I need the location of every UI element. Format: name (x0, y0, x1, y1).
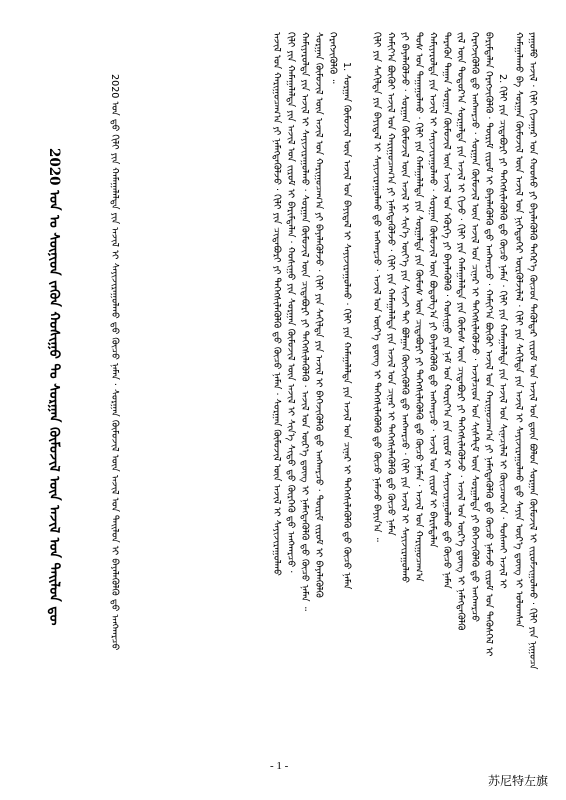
page-number: - 1 - (270, 760, 289, 772)
footer-organization-label: 苏尼特左旗 (488, 774, 549, 788)
text-column: ᠰᠤᠷᠭᠠᠨ ᠬᠦᠮᠦᠵᠢᠯ ᠦᠨ ᠠᠵᠢᠯ ᠤᠨ ᠬᠠᠷᠢᠭᠤᠴᠠᠭ᠎ᠠ ᠶᠢ ᠪᠡᠶᠡᠯᠡᠭᠦᠯᠵᠦ · ᠬᠢᠯᠢ ᠶᠢᠨ ᠰᠠᠬᠢᠯᠲᠠ ᠶᠢᠨ ᠠᠵᠢᠯ ᠢ ᠪᠡᠬᠡᠵᠢᠭᠦᠯᠬᠦ ᠳ᠋ᠦ ᠠᠩᠬᠠᠷᠴᠤ · ᠳᠦᠷᠢᠮ ᠵᠢᠷᠤᠮ ᠢ ᠪᠡᠶᠡᠯᠡᠭᠦᠯᠬᠦ (313, 32, 324, 598)
document-title: 2020 ᠤᠨ ᠤ ᠰᠦᠨᠢᠳ ᠵᠡᠭᠦᠨ ᠬᠣᠰᠢᠭᠤ ᠲᠤ ᠰᠤᠷᠭᠠᠨ ᠬᠦᠮᠦᠵᠢᠯ ᠦᠨ ᠠᠵᠢᠯ ᠤᠨ ᠲᠡᠢᠯᠦᠨ ᠳᠦ (46, 148, 62, 626)
text-column: 1. ᠰᠤᠷᠭᠠᠨ ᠬᠦᠮᠦᠵᠢᠯ ᠦᠨ ᠠᠵᠢᠯ ᠤᠨ ᠪᠠᠶᠢᠳᠠᠯ ᠢ ᠰᠠᠶᠢᠵᠢᠷᠠᠭᠤᠯᠬᠤ · ᠬᠢᠯᠢ ᠶᠢᠨ ᠬᠠᠮᠠᠭᠠᠯᠠᠯᠲᠠ ᠶᠢᠨ ᠠᠵᠢᠯ ᠤᠨ ᠴᠢᠨᠠᠷ ᠢ ᠳᠡᠭᠡᠭᠰᠢᠯᠡᠭᠦᠯᠬᠦ ᠳ᠋ᠦ ᠬᠦᠴᠦ ᠨᠡᠮᠡᠨ (341, 62, 352, 590)
text-column: ᠬᠠᠮᠠᠭᠠᠯᠠᠬᠤ ᠪᠠ ᠰᠤᠷᠭᠠᠨ ᠬᠦᠮᠦᠵᠢᠯ ᠦᠨ ᠠᠵᠢᠯ ᠤᠨ ᠨᠢᠭᠡᠳᠦᠭᠡᠷ ᠦᠷᠭᠦᠯᠵᠢᠯᠡᠯ · ᠬᠢᠯᠢ ᠶᠢᠨ ᠰᠠᠬᠢᠯᠲᠠ ᠶᠢᠨ ᠠᠵᠢᠯ ᠢ ᠰᠠᠶᠢᠵᠢᠷᠠᠭᠤᠯᠬᠤ ᠳ᠋ᠤ ᠰᠠᠶᠢᠨ ᠦᠷ᠎ᠡ ᠳ᠋ᠦᠩ ᠢ ᠣᠯᠤᠭᠰᠠᠨ (513, 32, 524, 628)
text-column: ᠲᠤᠰ ᠤᠨ ᠳᠠᠭᠠᠭᠤᠯᠬᠤ · ᠬᠢᠯᠢ ᠶᠢᠨ ᠬᠠᠮᠠᠭᠠᠯᠠᠯᠲᠠ ᠶᠢᠨ ᠰᠤᠷᠭᠠᠯᠲᠠ ᠶᠢᠨ ᠬᠦᠮᠦᠰ ᠦᠨ ᠴᠢᠳᠠᠪᠤᠷᠢ ᠶᠢ ᠳᠡᠭᠡᠭᠰᠢᠯᠡᠭᠦᠯᠬᠦ ᠳ᠋ᠦ ᠬᠦᠴᠦ ᠨᠡᠮᠡᠨ · ᠠᠵᠢᠯ ᠤᠨ ᠬᠠᠷᠢᠭᠤᠴᠠᠭ᠎ᠠ (413, 32, 424, 582)
text-column: ᠬᠡᠷᠡᠭᠵᠢᠭᠦᠯᠬᠦ ᠃ (327, 32, 338, 84)
text-column: ᠶᠢ ᠪᠡᠶᠡᠯᠡᠭᠦᠯᠵᠦ · ᠰᠤᠷᠭᠠᠨ ᠬᠦᠮᠦᠵᠢᠯ ᠦᠨ ᠠᠵᠢᠯ ᠢ ᠰᠢᠨ᠎ᠡ ᠦᠶ᠎ᠡ ᠶᠢᠨ ᠰᠢᠨᠵᠢ ᠲᠠᠢ ᠪᠣᠯᠭᠠᠨ ᠬᠦᠭᠵᠢᠭᠦᠯᠬᠦ ᠳ᠋ᠦ ᠠᠩᠬᠠᠷᠴᠤ · ᠬᠢᠯᠢ ᠶᠢᠨ ᠠᠵᠢᠯ ᠢ ᠰᠠᠶᠢᠵᠢᠷᠠᠭᠤᠯᠬᠤ (399, 32, 410, 583)
text-column: ᠪᠠᠷᠢᠮᠲᠠᠯᠠᠨ ᠬᠡᠷᠡᠭᠵᠢᠭᠦᠯᠬᠦ · ᠳᠦᠷᠢᠮ ᠵᠢᠷᠤᠮ ᠢ ᠪᠡᠶᠡᠯᠡᠭᠦᠯᠬᠦ ᠳ᠋ᠦ ᠠᠩᠬᠠᠷᠴᠤ · ᠬᠠᠮᠢᠶ᠎ᠠ ᠪᠦᠬᠦᠢ ᠠᠵᠢᠯ ᠤᠨ ᠬᠠᠷᠢᠭᠤᠴᠠᠭ᠎ᠠ ᠶᠢ ᠨᠡᠮᠡᠭᠳᠡᠭᠦᠯᠬᠦ ᠳ᠋ᠦ ᠬᠦᠴᠦ ᠨᠡᠮᠡᠵᠦ ᠵᠢᠷᠤᠮ ᠤᠨ ᠲᠡᠭᠦᠰᠬᠡᠯ ᠢ (483, 32, 494, 657)
text-column: 2020 ᠤᠨ ᠳ᠋ᠤ ᠬᠢᠯᠢ ᠶᠢᠨ ᠬᠠᠮᠠᠭᠠᠯᠠᠯᠲᠠ ᠶᠢᠨ ᠠᠵᠢᠯ ᠢ ᠰᠠᠶᠢᠵᠢᠷᠠᠭᠤᠯᠬᠤ ᠳ᠋ᠤ ᠬᠦᠴᠦ ᠨᠡᠮᠡᠨ · ᠰᠤᠷᠭᠠᠨ ᠬᠦᠮᠦᠵᠢᠯ ᠦᠨ ᠠᠵᠢᠯ ᠤᠨ ᠲᠡᠢᠯᠦᠨ ᠢ ᠪᠡᠶᠡᠯᠡᠭᠦᠯᠬᠦ ᠳ᠋ᠦ ᠠᠩᠬᠠᠷᠴᠤ (109, 74, 120, 651)
text-column: ᠶᠠᠭᠤᠮᠤ ᠠᠵᠢᠯ · ᠬᠢᠯᠢ ᠬᠢᠵᠠᠭᠠᠷ ᠤᠨ ᠬᠣᠤᠰᠤ ᠶᠢ ᠪᠡᠶᠡᠯᠡᠭᠦᠯᠬᠦ ᠳᠡᠭᠡᠷ᠎ᠡ ᠬᠦᠴᠦᠨ ᠲᠡᠭᠦᠯᠳᠡᠷ ᠵᠢᠷᠤᠮ ᠤᠨ ᠠᠵᠢᠯ ᠤᠨ ᠳ᠋ᠦᠨ ᠪᠣᠯᠤᠨ ᠰᠤᠷᠭᠠᠨ ᠬᠦᠮᠦᠵᠢᠯ ᠢ ᠵᠢᠷᠤᠮᠵᠢᠭᠤᠯᠬᠤ · ᠬᠢᠯᠢ ᠶᠢᠨ ᠨᠢᠭᠤᠴᠠ (527, 32, 538, 670)
text-column: ᠬᠠᠮᠢᠶ᠎ᠠ ᠪᠦᠬᠦᠢ ᠠᠵᠢᠯ ᠤᠨ ᠬᠠᠷᠢᠭᠤᠴᠠᠭ᠎ᠠ ᠶᠢ ᠨᠡᠮᠡᠭᠳᠡᠭᠦᠯᠵᠦ · ᠬᠢᠯᠢ ᠶᠢᠨ ᠬᠠᠮᠠᠭᠠᠯᠠᠯᠲᠠ ᠶᠢᠨ ᠠᠵᠢᠯ ᠤᠨ ᠴᠢᠨᠠᠷ ᠢ ᠳᠡᠭᠡᠭᠰᠢᠯᠡᠭᠦᠯᠬᠦ ᠳ᠋ᠦ ᠬᠦᠴᠦ ᠨᠡᠮᠡᠨ (385, 32, 396, 536)
text-column: 2. ᠬᠢᠯᠢ ᠶᠢᠨ ᠴᠢᠳᠠᠪᠤᠷᠢ ᠶᠢ ᠳᠡᠭᠡᠭᠰᠢᠯᠡᠭᠦᠯᠬᠦ ᠳ᠋ᠦ ᠬᠦᠴᠦ ᠨᠡᠮᠡᠨ · ᠬᠢᠯᠢ ᠶᠢᠨ ᠬᠠᠮᠠᠭᠠᠯᠠᠯᠲᠠ ᠶᠢᠨ ᠠᠵᠢᠯ ᠤᠨ ᠰᠢᠨᠡᠴᠢᠯᠡᠯ ᠢ ᠬᠦᠢᠴᠡᠳᠬᠡᠨ · ᠲᠤᠰᠬᠠᠢ ᠠᠵᠢᠯ ᠢ (497, 74, 508, 589)
text-column: ᠬᠡᠷᠡᠭᠵᠢᠭᠦᠯᠬᠦ ᠳ᠋ᠦ ᠠᠩᠬᠠᠷᠴᠤ · ᠰᠤᠷᠭᠠᠨ ᠬᠦᠮᠦᠵᠢᠯ ᠦᠨ ᠠᠵᠢᠯ ᠤᠨ ᠴᠢᠨᠠᠷ ᠢ ᠳᠡᠭᠡᠭᠰᠢᠯᠡᠭᠦᠯᠵᠦ · ᠠᠵᠢᠯᠴᠢᠳ ᠤᠨ ᠰᠢᠰᠲ᠋ᠧᠮ ᠦᠨ ᠰᠤᠷᠭᠠᠯᠲᠠ ᠶᠢ ᠪᠡᠬᠡᠵᠢᠭᠦᠯᠬᠦ ᠳ᠋ᠦ ᠠᠨᠭᠬᠠᠷᠴᠤ (469, 32, 480, 622)
text-column: ᠵᠢᠯ ᠦᠨ ᠳᠤᠲᠤᠷ᠎ᠠ ᠰᠤᠷᠭᠠᠯᠲᠠ ᠶᠢᠨ ᠠᠵᠢᠯ ᠢ ᠬᠢᠵᠦ · ᠬᠢᠯᠢ ᠶᠢᠨ ᠬᠠᠮᠠᠭᠠᠯᠠᠯᠲᠠ ᠶᠢᠨ ᠬᠦᠮᠦᠰ ᠦᠨ ᠴᠢᠳᠠᠪᠤᠷᠢ ᠶᠢ ᠳᠡᠭᠡᠭᠰᠢᠯᠡᠭᠦᠯᠵᠦ · ᠠᠵᠢᠯ ᠤᠨ ᠦᠷ᠎ᠡ ᠳ᠋ᠦᠩ ᠢ ᠨᠡᠮᠡᠭᠳᠡᠭᠦᠯᠬᠦ (455, 32, 466, 631)
text-column: ᠬᠠᠮᠢᠶᠠᠷᠤᠯᠲᠠ ᠶᠢᠨ ᠠᠵᠢᠯ ᠢ ᠰᠠᠶᠢᠵᠢᠷᠠᠭᠤᠯᠬᠤ · ᠰᠤᠷᠭᠠᠨ ᠬᠦᠮᠦᠵᠢᠯ ᠦᠨ ᠴᠢᠳᠠᠪᠤᠷᠢ ᠶᠢ ᠳᠡᠭᠡᠭᠰᠢᠯᠡᠭᠦᠯᠬᠦ · ᠠᠵᠢᠯ ᠤᠨ ᠦᠷ᠎ᠡ ᠳ᠋ᠦᠩ ᠢ ᠨᠡᠮᠡᠭᠳᠡᠭᠦᠯᠬᠦ ᠳ᠋ᠦ ᠬᠦᠴᠦ ᠨᠡᠮᠡᠨ ᠃ (299, 32, 310, 611)
text-column: ᠬᠢᠯᠢ ᠶᠢᠨ ᠬᠠᠮᠠᠭᠠᠯᠠᠯᠲᠠ ᠶᠢᠨ ᠠᠵᠢᠯ ᠤᠨ ᠵᠢᠷᠤᠮ ᠢ ᠪᠠᠷᠢᠮᠲᠠᠯᠠᠨ · ᠬᠣᠰᠢᠭᠤ ᠶᠢᠨ ᠰᠤᠷᠭᠠᠨ ᠬᠦᠮᠦᠵᠢᠯ ᠦᠨ ᠠᠵᠢᠯ ᠢ ᠰᠢᠨ᠎ᠡ ᠰᠢᠲᠦ ᠳ᠋ᠦ ᠬᠦᠷᠭᠡᠬᠦ ᠳ᠋ᠦ ᠠᠩᠬᠠᠷᠴᠤ · (285, 32, 296, 574)
text-column: ᠬᠢᠯᠢ ᠶᠢᠨ ᠰᠠᠬᠢᠯᠲᠠ ᠶᠢᠨ ᠪᠠᠶᠢᠳᠠᠯ ᠢ ᠰᠠᠶᠢᠵᠢᠷᠠᠭᠤᠯᠬᠤ ᠳ᠋ᠤ ᠠᠩᠬᠠᠷᠴᠤ · ᠠᠵᠢᠯ ᠤᠨ ᠦᠷ᠎ᠡ ᠳ᠋ᠦᠩ ᠢ ᠳᠡᠭᠡᠭᠰᠢᠯᠡᠭᠦᠯᠬᠦ ᠳ᠋ᠦ ᠬᠦᠴᠦ ᠨᠡᠮᠡᠵᠦ ᠪᠠᠶᠢᠨ᠎ᠠ ᠃ (371, 32, 382, 542)
text-column: ᠠᠵᠢᠯ ᠤᠨ ᠬᠠᠷᠢᠭᠤᠴᠠᠭ᠎ᠠ ᠶᠢ ᠨᠡᠮᠡᠭᠳᠡᠭᠦᠯᠵᠦ · ᠬᠢᠯᠢ ᠶᠢᠨ ᠴᠢᠳᠠᠪᠤᠷᠢ ᠶᠢ ᠳᠡᠭᠡᠭᠰᠢᠯᠡᠭᠦᠯᠬᠦ ᠳ᠋ᠦ ᠬᠦᠴᠦ ᠨᠡᠮᠡᠨ · ᠰᠤᠷᠭᠠᠨ ᠬᠦᠮᠦᠵᠢᠯ ᠦᠨ ᠠᠵᠢᠯ ᠢ ᠰᠠᠶᠢᠵᠢᠷᠠᠭᠤᠯᠬᠤ (271, 32, 282, 576)
text-column: ᠬᠠᠮᠢᠶᠠᠷᠤᠯᠲᠠ ᠶᠢᠨ ᠠᠵᠢᠯ ᠢ ᠰᠠᠶᠢᠵᠢᠷᠠᠭᠤᠯᠬᠤ · ᠰᠤᠷᠭᠠᠨ ᠬᠦᠮᠦᠵᠢᠯ ᠦᠨ ᠪᠣᠳᠤᠯᠭ᠎ᠠ ᠶᠢ ᠪᠡᠶᠡᠯᠡᠭᠦᠯᠬᠦ ᠳ᠋ᠦ ᠠᠩᠬᠠᠷᠴᠤ · ᠠᠵᠢᠯ ᠤᠨ ᠵᠢᠷᠤᠮ ᠢ ᠪᠠᠷᠢᠮᠲᠠᠯᠠᠨ (427, 32, 438, 548)
text-column: ᠲᠡᠷᠡᠭᠦᠨ ᠳᠠᠭᠠᠨ ᠰᠤᠷᠭᠠᠨ ᠬᠦᠮᠦᠵᠢᠯ ᠦᠨ ᠠᠵᠢᠯ ᠤᠨ ᠡᠭᠦᠷᠭᠡ ᠶᠢ ᠪᠡᠶᠡᠯᠡᠭᠦᠯᠬᠦ · ᠬᠣᠰᠢᠭᠤ ᠶᠢᠨ ᠨᠠᠮ ᠤᠨ ᠬᠣᠷᠢᠶ᠎ᠠ ᠶᠢᠨ ᠵᠢᠷᠤᠮ ᠢ ᠰᠠᠶᠢᠵᠢᠷᠠᠭᠤᠯᠬᠤ ᠳ᠋ᠤ ᠬᠦᠴᠦ ᠨᠡᠮᠡᠨ (441, 32, 452, 589)
